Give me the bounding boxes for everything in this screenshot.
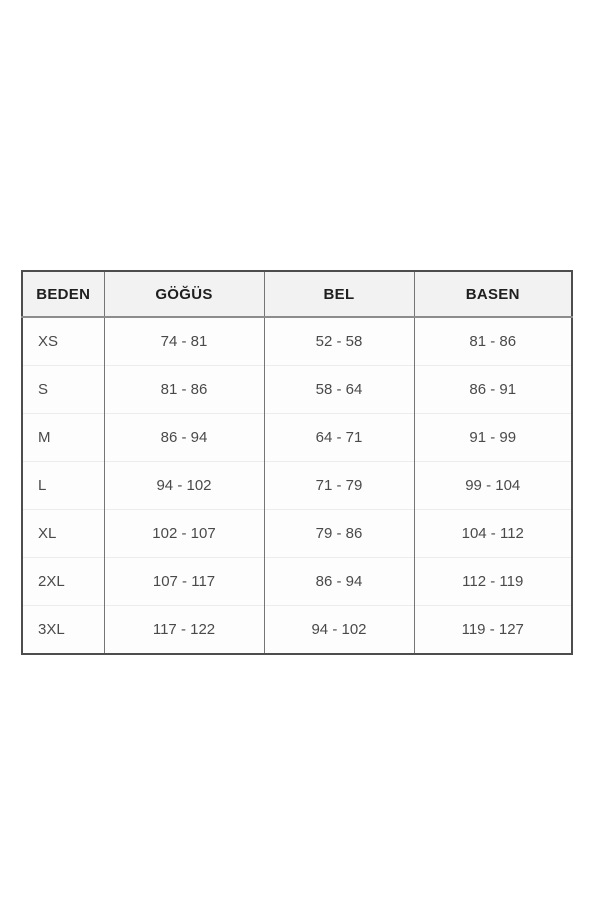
size-chart-table — [21, 270, 573, 655]
waist-range: 58 - 64 — [264, 366, 414, 414]
chest-range: 102 - 107 — [104, 510, 264, 558]
waist-range: 86 - 94 — [264, 558, 414, 606]
waist-range: 64 - 71 — [264, 414, 414, 462]
chest-range: 81 - 86 — [104, 366, 264, 414]
table-row — [22, 366, 572, 414]
size-label: L — [22, 462, 104, 510]
hip-range: 119 - 127 — [414, 606, 572, 655]
chest-range: 94 - 102 — [104, 462, 264, 510]
waist-range: 71 - 79 — [264, 462, 414, 510]
chest-range: 74 - 81 — [104, 317, 264, 366]
hip-range: 91 - 99 — [414, 414, 572, 462]
hip-range: 104 - 112 — [414, 510, 572, 558]
table-row — [22, 558, 572, 606]
hip-range: 99 - 104 — [414, 462, 572, 510]
size-label: 2XL — [22, 558, 104, 606]
table-row — [22, 510, 572, 558]
chest-range: 117 - 122 — [104, 606, 264, 655]
column-header-hip: BASEN — [414, 271, 572, 317]
table-row — [22, 317, 572, 366]
hip-range: 81 - 86 — [414, 317, 572, 366]
chest-range: 86 - 94 — [104, 414, 264, 462]
size-label: XL — [22, 510, 104, 558]
size-label: S — [22, 366, 104, 414]
waist-range: 94 - 102 — [264, 606, 414, 655]
hip-range: 112 - 119 — [414, 558, 572, 606]
table-row — [22, 606, 572, 655]
waist-range: 79 - 86 — [264, 510, 414, 558]
column-header-chest: GÖĞÜS — [104, 271, 264, 317]
table-row — [22, 414, 572, 462]
size-label: XS — [22, 317, 104, 366]
table-row — [22, 462, 572, 510]
column-header-size: BEDEN — [22, 271, 104, 317]
column-header-waist: BEL — [264, 271, 414, 317]
waist-range: 52 - 58 — [264, 317, 414, 366]
chest-range: 107 - 117 — [104, 558, 264, 606]
header-row — [22, 271, 572, 317]
size-label: 3XL — [22, 606, 104, 655]
size-label: M — [22, 414, 104, 462]
hip-range: 86 - 91 — [414, 366, 572, 414]
